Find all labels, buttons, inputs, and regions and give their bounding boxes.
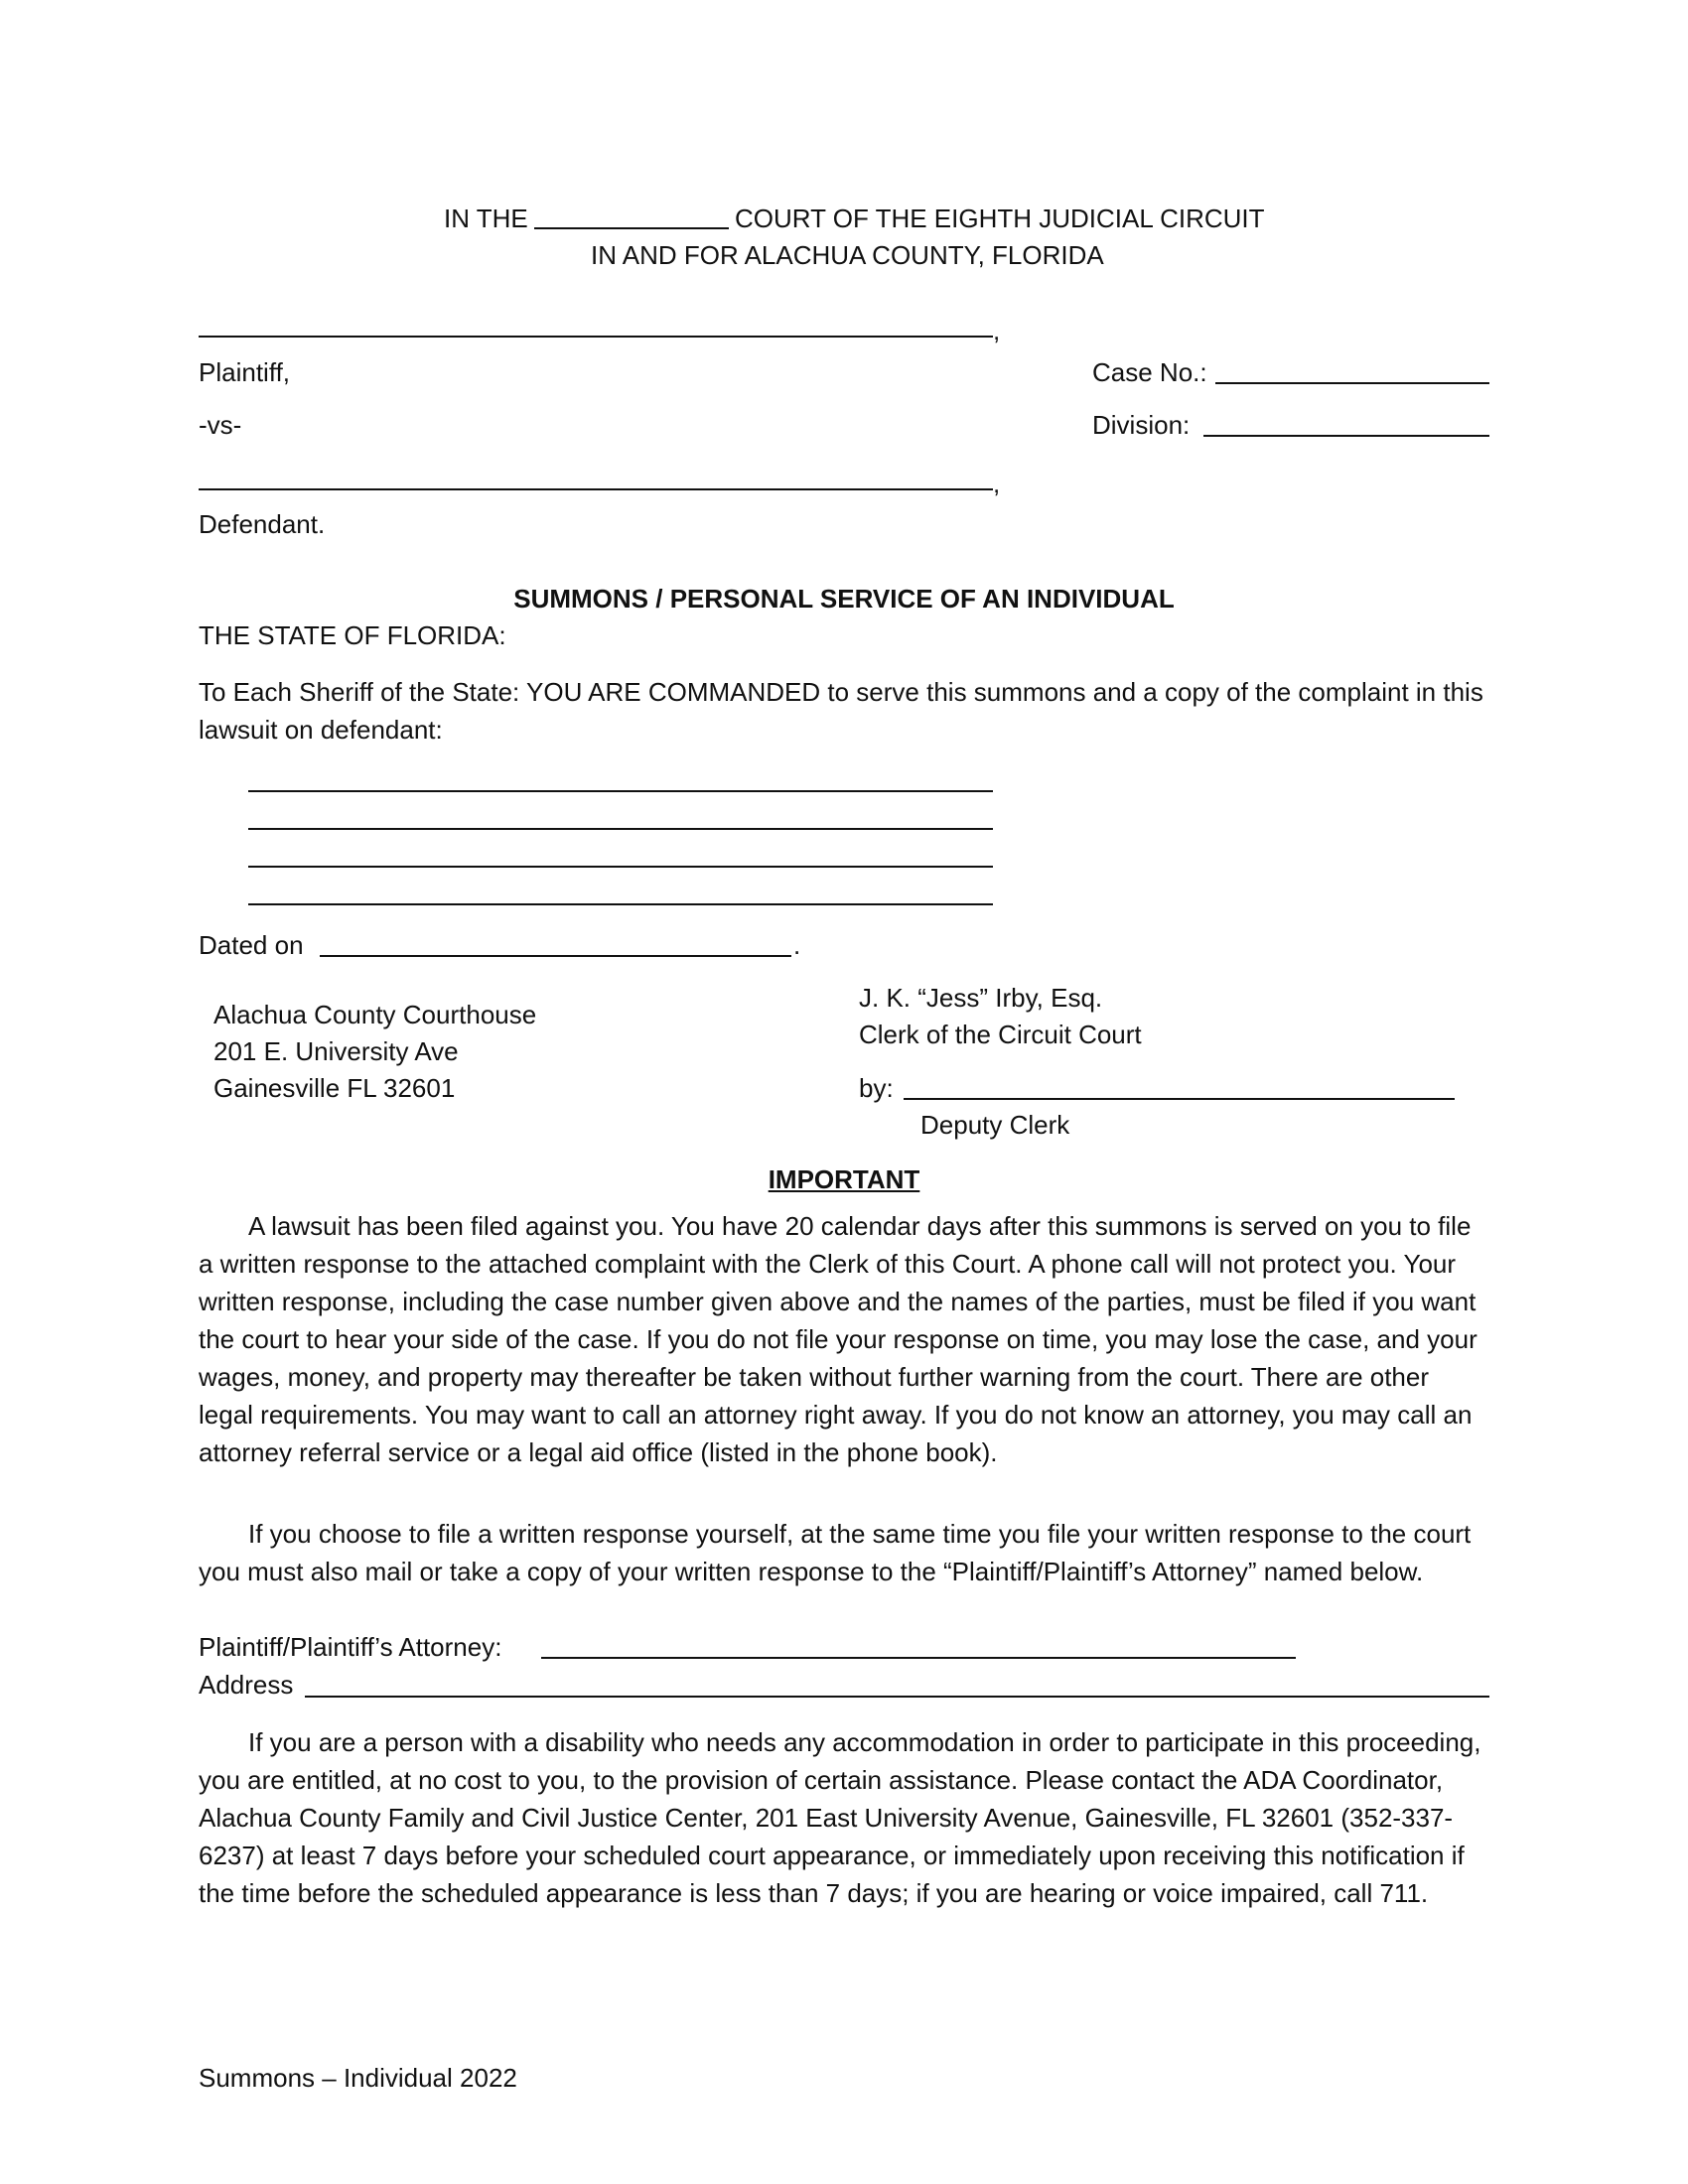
- defendant-name-field[interactable]: [199, 488, 993, 490]
- defendant-address-line-1[interactable]: [248, 790, 993, 792]
- deputy-signature-field[interactable]: [904, 1098, 1455, 1100]
- court-name-field[interactable]: [534, 227, 729, 229]
- ada-paragraph: If you are a person with a disability who needs any accommodation in order to participate in this proceeding, you are entitled, at no cost to you, to the provision of certain assistance. Please contact the ADA Coordinator, Alachua County Family and Civil Justice Center, 201 East University Avenue, Gainesville, FL 32601 (352-337-6237) at least 7 days before your scheduled court appearance, or immediately upon receiving this notification if the time before the scheduled appearance is less than 7 days; if you are hearing or voice impaired, call 711.: [199, 1727, 1481, 1908]
- vs-label: -vs-: [199, 410, 242, 440]
- defendant-address-line-4[interactable]: [248, 903, 993, 905]
- case-no-label: Case No.:: [1092, 357, 1207, 387]
- case-no-field[interactable]: [1215, 382, 1489, 384]
- defendant-address-line-3[interactable]: [248, 866, 993, 868]
- header-court-of: COURT OF THE EIGHTH JUDICIAL CIRCUIT: [735, 204, 1265, 233]
- plaintiff-name-field[interactable]: [199, 336, 993, 338]
- plaintiff-label: Plaintiff,: [199, 357, 291, 387]
- document-title: SUMMONS / PERSONAL SERVICE OF AN INDIVIDUAL: [513, 584, 1175, 614]
- by-label: by:: [859, 1073, 894, 1103]
- clerk-title: Clerk of the Circuit Court: [859, 1020, 1142, 1049]
- footer-text: Summons – Individual 2022: [199, 2063, 517, 2093]
- dated-label: Dated on: [199, 930, 304, 960]
- plaintiff-comma: ,: [993, 316, 1001, 345]
- deputy-clerk-label: Deputy Clerk: [920, 1110, 1070, 1140]
- command-text: To Each Sheriff of the State: YOU ARE COMMANDED to serve this summons and a copy of the complaint in this lawsuit on defendant:: [199, 677, 1483, 745]
- defendant-address-line-2[interactable]: [248, 828, 993, 830]
- clerk-name: J. K. “Jess” Irby, Esq.: [859, 983, 1103, 1013]
- attorney-label: Plaintiff/Plaintiff’s Attorney:: [199, 1632, 502, 1662]
- dated-period: .: [793, 930, 801, 960]
- defendant-label: Defendant.: [199, 509, 326, 539]
- important-paragraph-2: If you choose to file a written response yourself, at the same time you file your written response to the court you must also mail or take a copy of your written response to the “Plaintiff/Plaintiff’s Attorney” named below.: [199, 1519, 1472, 1586]
- courthouse-name: Alachua County Courthouse: [213, 1000, 537, 1029]
- attorney-field[interactable]: [541, 1657, 1296, 1659]
- division-field[interactable]: [1203, 435, 1489, 437]
- defendant-comma: ,: [993, 469, 1001, 498]
- division-label: Division:: [1092, 410, 1191, 440]
- address-field[interactable]: [305, 1696, 1489, 1698]
- address-label: Address: [199, 1670, 294, 1700]
- dated-field[interactable]: [320, 955, 791, 957]
- header-county: IN AND FOR ALACHUA COUNTY, FLORIDA: [591, 240, 1104, 270]
- courthouse-street: 201 E. University Ave: [213, 1036, 459, 1066]
- courthouse-city: Gainesville FL 32601: [213, 1073, 456, 1103]
- important-heading: IMPORTANT: [768, 1164, 920, 1194]
- header-in-the: IN THE: [444, 204, 528, 233]
- important-paragraph-1: A lawsuit has been filed against you. You have 20 calendar days after this summons is served on you to file a written response to the attached complaint with the Clerk of this Court. A phone call will not protect you. Your written response, including the case number given above and the names of the parties, must be filed if you want the court to hear your side of the case. If you do not file your response on time, you may lose the case, and your wages, money, and property may thereafter be taken without further warning from the court. There are other legal requirements. You may want to call an attorney right away. If you do not know an attorney, you may call an attorney referral service or a legal aid office (listed in the phone book).: [199, 1211, 1477, 1467]
- state-label: THE STATE OF FLORIDA:: [199, 620, 506, 650]
